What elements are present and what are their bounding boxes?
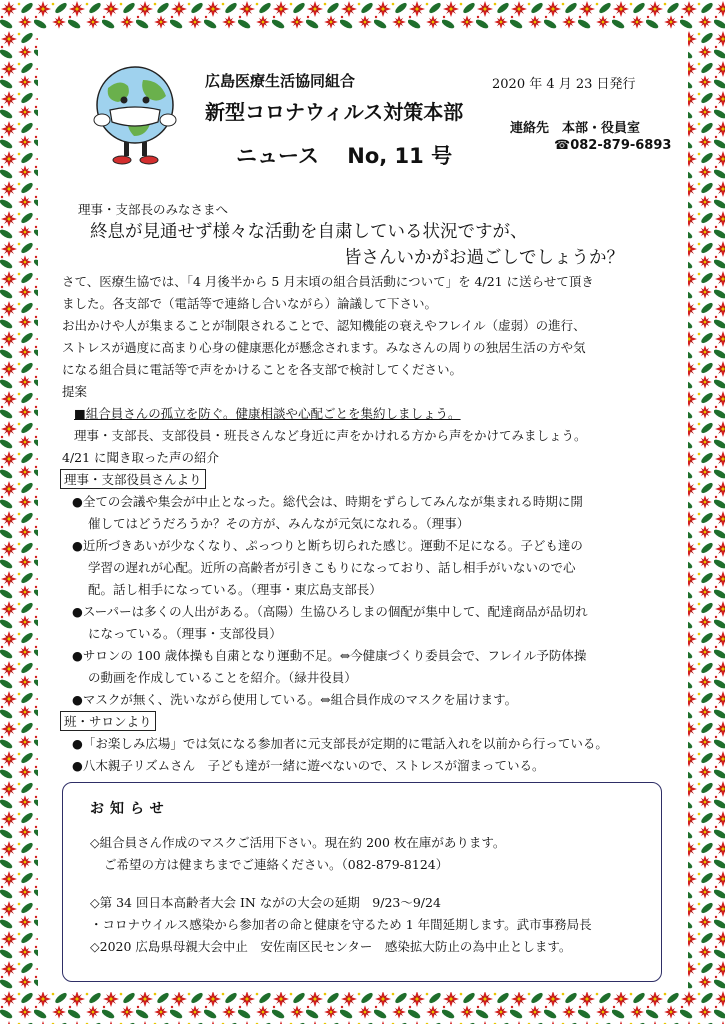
issue-date: 2020 年 4 月 23 日発行 [492,77,636,92]
notice-title: お知らせ [90,801,170,817]
voice-line: ●マスクが無く、洗いながら使用している。⇔組合員作成のマスクを届けます。 [72,692,518,707]
voice-line: ●全ての会議や集会が中止となった。総代会は、時期をずらしてみんなが集まれる時期に開 [72,494,583,509]
headline-line-2: 皆さんいかがお過ごしでしょうか？ [344,248,624,268]
voice-line: になっている。（理事・支部役員） [88,626,282,641]
notice-line: ・コロナウイルス感染から参加者の命と健康を守るため 1 年間延期します。武市事務局長 [90,917,592,932]
contact-phone: ☎082-879-6893 [554,138,672,153]
headquarters-title: 新型コロナウィルス対策本部 [205,100,464,124]
body-line: お出かけや人が集まることが制限されることで、認知機能の衰えやフレイル（虚弱）の進行、 [62,318,586,333]
organization-name: 広島医療生活協同組合 [205,72,356,90]
body-line: ストレスが過度に高まり心身の健康悪化が懸念されます。みなさんの周りの独居生活の方や気 [62,340,586,355]
voice-line: ●八木親子リズムさん 子ども達が一緒に遊べないので、ストレスが溜まっている。 [72,758,545,773]
greeting-text: 理事・支部長のみなさまへ [78,202,229,217]
news-issue-number: ニュース No, 11 号 [236,144,453,168]
body-line: ました。各支部で（電話等で連絡し合いながら）論議して下さい。 [62,296,438,311]
notice-line: ご希望の方は健まちまでご連絡ください。（082-879-8124） [104,857,449,872]
notice-line: ◇第 34 回日本高齢者大会 IN ながの大会の延期 9/23～9/24 [90,895,441,910]
proposal-detail: 理事・支部長、支部役員・班長さんなど身近に声をかけれる方から声をかけてみましょう。 [74,428,587,443]
voice-line: ●サロンの 100 歳体操も自粛となり運動不足。⇔今健康づくり委員会で、フレイル予防体操 [72,648,587,663]
body-line: さて、医療生協では、「4 月後半から 5 月末頃の組合員活動について」を 4/21 に送らせて頂き [62,274,594,289]
voice-line: の動画を作成していることを紹介。（緑井役員） [88,670,357,685]
headline-line-1: 終息が見通せず様々な活動を自粛している状況ですが、 [90,222,528,242]
voice-line: 配。話し相手になっている。（理事・東広島支部長） [88,582,382,597]
voice-line: 学習の遅れが心配。近所の高齢者が引きこもりになっており、話し相手がいないので心 [88,560,576,575]
section-label-groups: 班・サロンより [60,711,156,731]
voice-line: 催してはどうだろうか？その方が、みんなが元気になれる。（理事） [88,516,470,531]
contact-label: 連絡先 本部・役員室 [510,121,641,136]
proposal-heading: ■組合員さんの孤立を防ぐ。健康相談や心配ごとを集約しましょう。 [74,406,461,421]
voice-line: ●近所づきあいが少なくなり、ぷっつりと断ち切られた感じ。運動不足になる。子ども達の [72,538,583,553]
body-line: になる組合員に電話等で声をかけることを各支部で検討してください。 [62,362,463,377]
section-label-directors: 理事・支部役員さんより [60,469,206,489]
notice-line: ◇2020 広島県母親大会中止 安佐南区民センター 感染拡大防止の為中止とします。 [90,939,572,954]
voice-line: ●「お楽しみ広場」では気になる参加者に元支部長が定期的に電話入れを以前から行っている。 [72,736,608,751]
proposal-label: 提案 [62,384,88,399]
voices-intro: 4/21 に聞き取った声の紹介 [62,450,220,465]
globe-mascot-illustration [88,58,183,173]
voice-line: ●スーパーは多くの人出がある。（高陽）生協ひろしまの個配が集中して、配達商品が品切れ [72,604,588,619]
notice-line: ◇組合員さん作成のマスクご活用下さい。現在約 200 枚在庫があります。 [90,835,506,850]
